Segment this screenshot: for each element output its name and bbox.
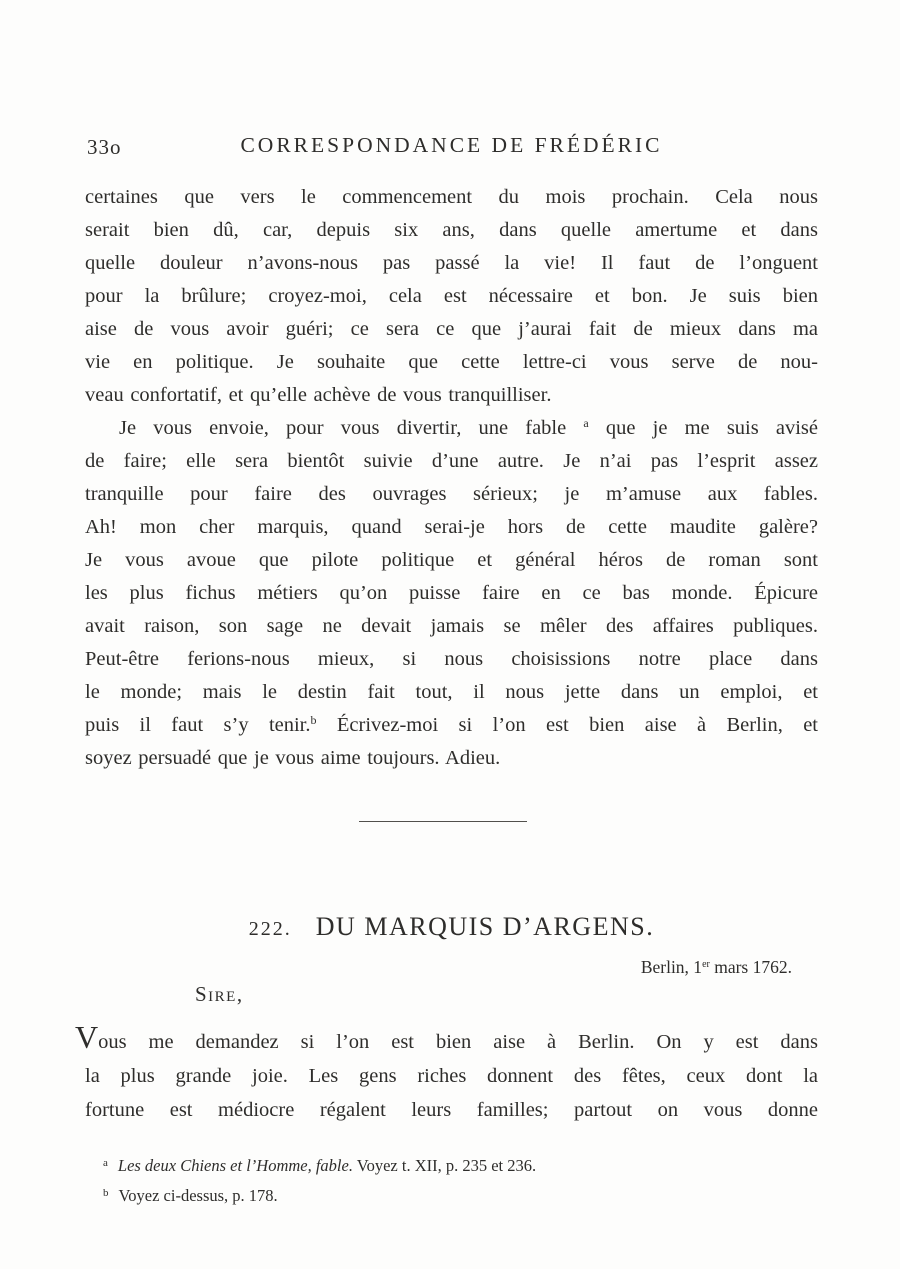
paragraph [85,181,818,412]
salutation: Sire, [195,982,244,1006]
footnote-marker: a [103,1157,108,1169]
letter-heading [85,912,818,942]
dateline [85,957,818,978]
footnote-b [103,1181,818,1211]
dateline-text: Berlin, 1 [640,957,703,977]
running-title: CORRESPONDANCE DE FRÉDÉRIC [240,133,663,157]
footnote-text: Voyez t. XII, p. 235 et 236. [352,1156,537,1175]
footnote-ref-a: a [583,416,589,430]
text-line [75,1019,818,1059]
text-line [85,709,818,742]
text-line [85,412,818,445]
footnote-text: Voyez ci-dessus, p. 178. [118,1186,278,1205]
text-segment: Écrivez-moi si l’on est bien aise à Berlin, et [316,714,818,736]
text-line: de faire; elle sera bientôt suivie d’une autre. Je n’ai pas l’esprit assez [85,450,818,472]
text-line: avait raison, son sage ne devait jamais se mêler des affaires publiques. [85,615,818,637]
text-line: pour la brûlure; croyez-moi, cela est nécessaire et bon. Je suis bien [85,285,818,307]
text-line: Ah! mon cher marquis, quand serai-je hors de cette maudite galère? [85,516,818,538]
text-line: Peut-être ferions-nous mieux, si nous choisissions notre place dans [85,648,818,670]
drop-cap: V [75,1019,99,1055]
ordinal-superscript: er [702,959,710,970]
paragraph [85,412,818,775]
text-line: certaines que vers le commencement du mois prochain. Cela nous [85,186,818,208]
dateline-text: mars 1762. [709,957,792,977]
text-segment: puis il faut s’y tenir. [85,714,311,736]
footnote-ref-b: b [310,713,317,727]
text-segment: Je vous envoie, pour vous divertir, une fable [119,417,567,439]
footnote-italic-text: Les deux Chiens et l’Homme, fable. [117,1156,353,1175]
footnote-marker: b [103,1187,109,1199]
text-line: fortune est médiocre régalent leurs familles; partout on vous donne [85,1099,818,1121]
footnote-a [103,1151,818,1181]
text-line: Je vous avoue que pilote politique et général héros de roman sont [85,549,818,571]
text-line: aise de vous avoir guéri; ce sera ce que j’aurai fait de mieux dans ma [85,318,818,340]
text-line: la plus grande joie. Les gens riches donnent des fêtes, ceux dont la [85,1065,818,1087]
text-line: quelle douleur n’avons-nous pas passé la vie! Il faut de l’onguent [85,252,818,274]
text-line: tranquille pour faire des ouvrages sérieux; je m’amuse aux fables. [85,483,818,505]
text-segment: que je me suis avisé [588,417,819,439]
text-line: vie en politique. Je souhaite que cette lettre-ci vous serve de nou- [85,351,818,373]
page-number: 33o [87,135,122,159]
text-segment: ous me demandez si l’on est bien aise à Berlin. On y est dans [98,1031,818,1053]
text-line: veau confortatif, et qu’elle achève de vous tranquilliser. [85,384,552,406]
running-header [85,133,818,161]
letter-222-text [75,1019,818,1127]
text-line: serait bien dû, car, depuis six ans, dans quelle amertume et dans [85,219,818,241]
footnotes [85,1151,818,1211]
letter-previous-text [85,181,818,775]
text-line: les plus fichus métiers qu’on puisse faire en ce bas monde. Épicure [85,582,818,604]
text-line: le monde; mais le destin fait tout, il nous jette dans un emploi, et [85,681,818,703]
letter-number: 222. [248,918,292,940]
text-line: soyez persuadé que je vous aime toujours. Adieu. [85,747,501,769]
letter-title: DU MARQUIS D’ARGENS. [315,912,655,941]
section-divider [359,821,527,822]
